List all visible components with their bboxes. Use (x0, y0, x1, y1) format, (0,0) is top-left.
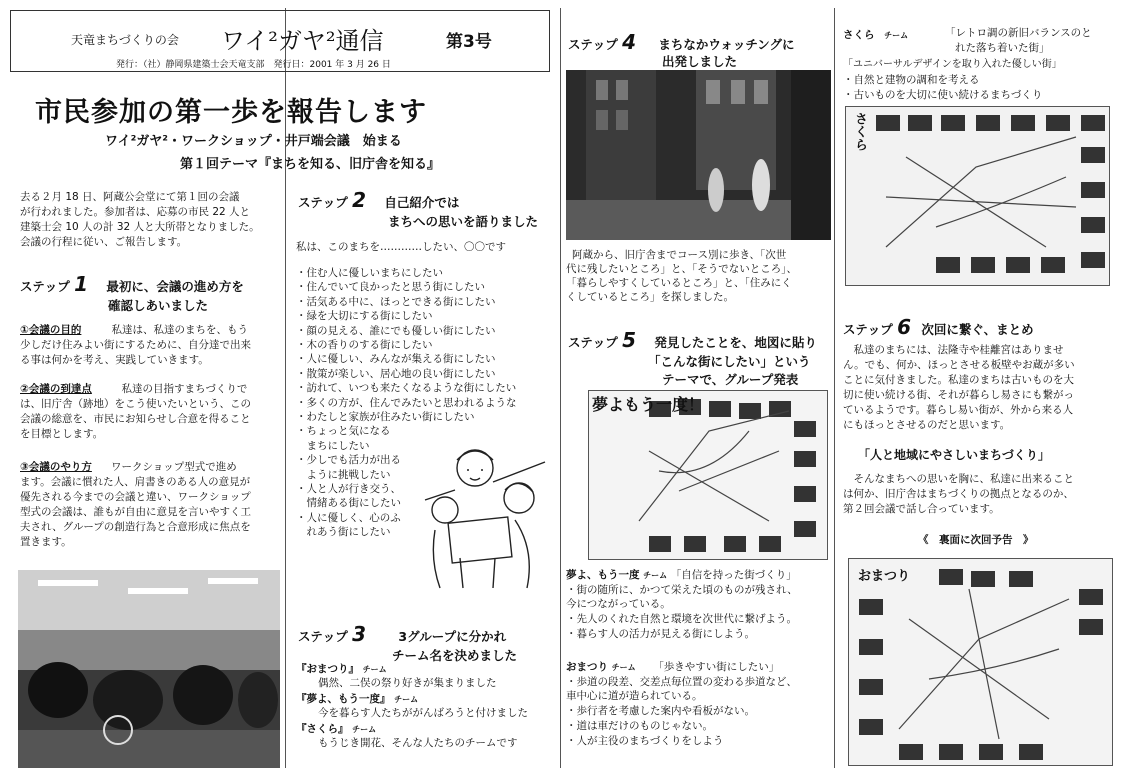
watching-photo (566, 70, 831, 240)
slogan: 「人と地域にやさしいまちづくり」 (858, 448, 1050, 462)
column-rule (560, 8, 561, 768)
wish-item: まちにしたい (296, 439, 370, 452)
wish-item: 情緒ある街にしたい (296, 497, 401, 510)
next-notice: 《 裏面に次回予告 》 (918, 534, 1034, 546)
map-handwriting: おまつり (858, 569, 911, 584)
map-handwriting: さくら (852, 112, 867, 151)
org-name: 天竜まちづくりの会 (71, 33, 179, 47)
step3-subtitle: チーム名を決めました (392, 648, 518, 663)
step2-subtitle: まちへの思いを語りました (388, 214, 539, 229)
wish-item: ・少しでも活力が出る (296, 454, 401, 467)
wish-item: ・人と人が行き交う、 (296, 483, 401, 495)
step2-heading: ステップ 2 自己紹介では (298, 188, 460, 212)
wish-item: ・わたしと家族が住みたい街にしたい (296, 411, 475, 423)
step6-heading: ステップ 6 次回に繋ぐ、まとめ (843, 315, 1034, 339)
group-map-omatsuri (848, 558, 1113, 766)
subhead: ワイ²ガヤ²・ワークショップ・井戸端会議 始まる (105, 134, 402, 149)
wish-item: ・木の香りのする街にしたい (296, 339, 433, 351)
meeting-photo (18, 570, 280, 768)
wish-item: ・人に優しく、心のふ (296, 511, 401, 524)
wish-item: ・住む人に優しいまちにしたい (296, 267, 443, 279)
step2-intro: 私は、このまちを…………したい、〇〇です (296, 241, 506, 253)
step5-heading: ステップ 5 発見したことを、地図に貼り (568, 328, 817, 352)
step1-heading: ステップ 1 最初に、会議の進め方を (20, 272, 244, 296)
issue-number: 第3号 (446, 32, 492, 52)
step3-heading: ステップ 3 3グループに分かれ (298, 622, 507, 646)
group-map-sakura (845, 106, 1110, 286)
wish-item: ・ちょっと気になる (296, 425, 391, 438)
publisher-line: 発行：（社）静岡県建築士会天竜支部 発行日：2001 年 3 月 26 日 (116, 60, 391, 70)
step4-subtitle: 出発しました (662, 54, 738, 69)
step1-subtitle: 確認しあいました (108, 298, 209, 313)
subhead-theme: 第１回テーマ『まちを知る、旧庁舎を知る』 (180, 157, 441, 172)
wish-item: ・訪れて、いつも来たくなるような街にしたい (296, 382, 517, 395)
masthead (10, 10, 550, 72)
step5-subtitle2: テーマで、グループ発表 (662, 372, 799, 387)
wish-item: ・人に優しい、みんなが集える街にしたい (296, 353, 496, 366)
wish-item: ・顔の見える、誰にでも優しい街にしたい (296, 324, 496, 337)
group-map-yume (588, 390, 828, 560)
step4-heading: ステップ 4 まちなかウォッチングに (568, 30, 795, 54)
headline: 市民参加の第一歩を報告します (35, 97, 427, 128)
newsletter-title: ワイ²ガヤ²通信 (221, 27, 384, 55)
wish-item: ように挑戦したい (296, 468, 391, 481)
wish-item: ・住んでいて良かったと思う街にしたい (296, 281, 485, 294)
wish-item: れあう街にしたい (296, 526, 391, 539)
wish-item: ・散策が楽しい、居心地の良い街にしたい (296, 367, 496, 380)
map-handwriting: 夢よもう一度！ (592, 395, 705, 414)
step5-subtitle: 「こんな街にしたい」という (648, 354, 811, 369)
wish-item: ・緑を大切にする街にしたい (296, 310, 433, 323)
children-illustration (415, 440, 555, 590)
wish-item: ・活気ある中に、ほっとできる街にしたい (296, 295, 496, 308)
wish-item: ・多くの方が、住んでみたいと思われるような (296, 396, 517, 409)
column-rule (834, 8, 835, 768)
